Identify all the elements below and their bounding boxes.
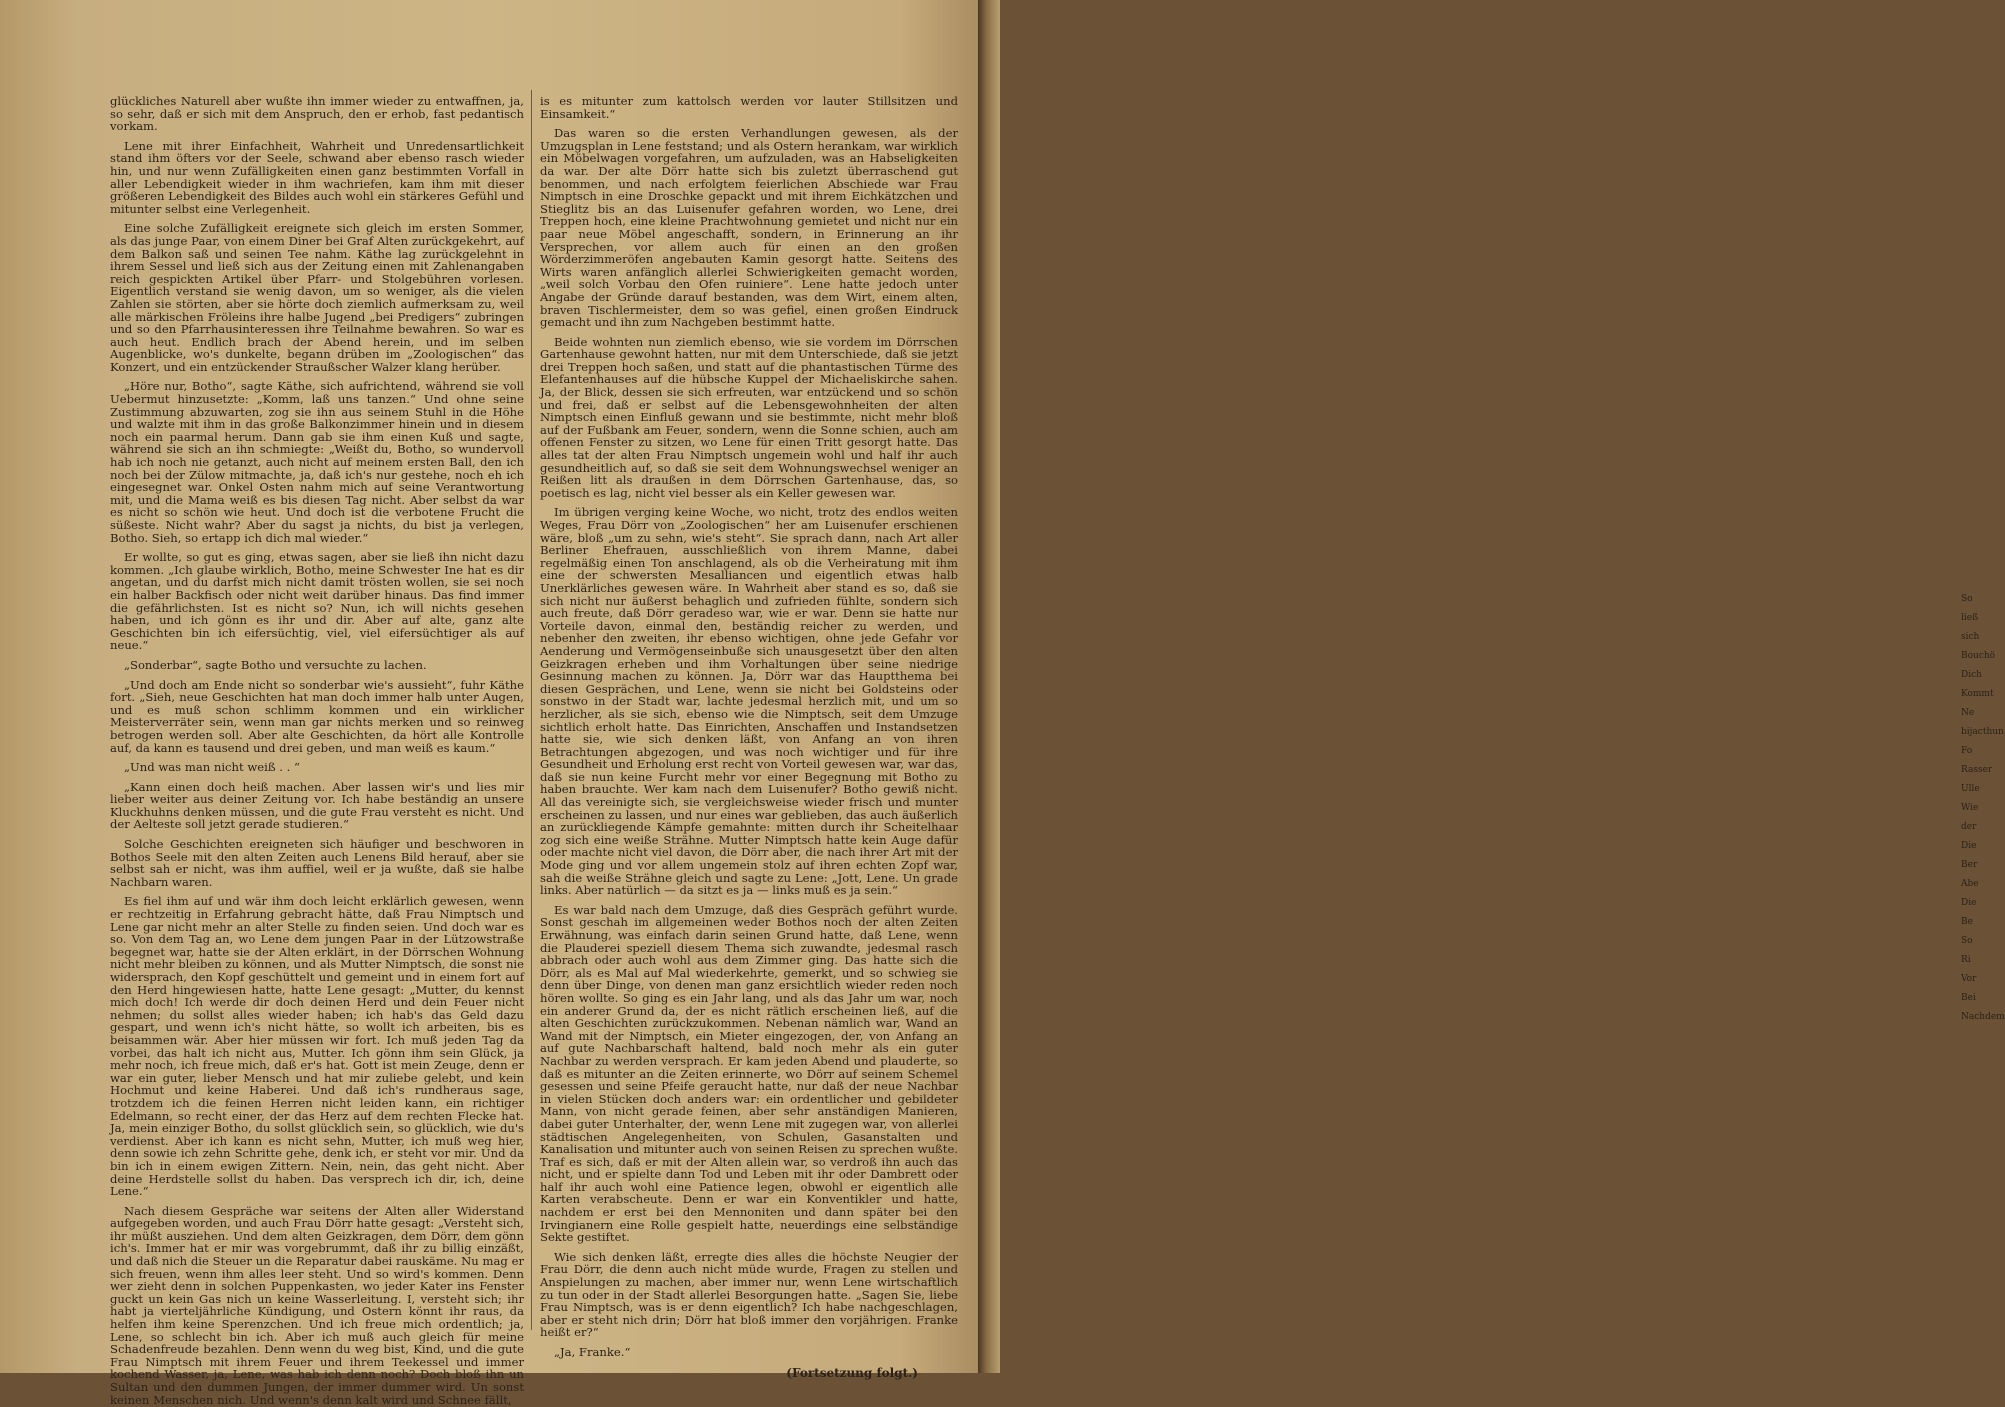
margin-fragment: Rasser [1961, 765, 1993, 775]
margin-fragment: Die [1961, 841, 1977, 851]
adjacent-page-edge [978, 0, 2005, 1373]
paragraph: Nach diesem Gespräche war seitens der Alten aller Widerstand aufgegeben worden, und auch Frau Dörr hatte gesagt: „Versteht sich, ihr müßt ausziehen. Und dem alten Geizkragen, dem Dörr, dem gönn ich's. Immer hat er mir was vorgebrummt, daß ihr zu billig einzäßt, und daß nich die Steuer un die Reparatur dabei rauskäme. Nu mag er sich freuen, wenn ihm alles leer steht. Und so wird's kommen. Denn wer zieht denn in solchen Puppenkasten, wo jeder Kater ins Fenster guckt un kein Gas nich un keine Wasserleitung. I, versteht sich; ihr habt ja vierteljährliche Kündigung, und Ostern könnt ihr raus, da helfen ihm keine Sperenzchen. Und ich freue mich ordentlich; ja, Lene, so schlecht bin ich. Aber ich muß auch gleich für meine Schadenfreude bezahlen. Denn wenn du weg bist, Kind, und die gute Frau Nimptsch mit ihrem Feuer und ihrem Teekessel und immer kochend Wasser, ja, Lene, was hab ich denn noch? Doch bloß ihn un Sultan und den dummen Jungen, der immer dummer wird. Un sonst keinen Menschen nich. Und wenn's denn kalt wird und Schnee fällt, [110, 1203, 524, 1407]
margin-fragment: Kommt [1961, 689, 1994, 699]
paragraph: „Höre nur, Botho“, sagte Käthe, sich aufrichtend, während sie voll Uebermut hinzusetzte: „Komm, laß uns tanzen.“ Und ohne seine Zustimmung abzuwarten, zog sie ihn aus seinem Stuhl in die Höhe und walzte mit ihm in das große Balkonzimmer hinein und in diesem noch ein paarmal herum. Dann gab sie ihm einen Kuß und sagte, während sie sich an ihn schmiegte: „Weißt du, Botho, so wundervoll hab ich noch nie getanzt, auch nicht auf meinem ersten Ball, den ich noch bei der Zülow mitmachte, ja, daß ich's nur gestehe, noch eh ich eingesegnet war. Onkel Osten nahm mich auf seine Verantwortung mit, und die Mama weiß es bis diesen Tag nicht. Aber selbst da war es nicht so schön wie heut. Und doch ist die verbotene Frucht die süßeste. Nicht wahr? Aber du sagst ja nichts, du bist ja verlegen, Botho. Sieh, so ertapp ich dich mal wieder.“ [110, 379, 524, 545]
margin-fragment: So [1961, 936, 1973, 946]
paragraph: Beide wohnten nun ziemlich ebenso, wie sie vordem im Dörrschen Gartenhause gewohnt hatten, nur mit dem Unterschiede, daß sie jetzt drei Treppen hoch saßen, und statt auf die phantastischen Türme des Elefantenhauses auf die hübsche Kuppel der Michaeliskirche sahen. Ja, der Blick, dessen sie sich erfreuten, war entzückend und so schön und frei, daß er selbst auf die Lebensgewohnheiten der alten Nimptsch einen Einfluß gewann und sie bestimmte, nicht mehr bloß auf der Fußbank am Feuer, sondern, wenn die Sonne schien, auch am offenen Fenster zu sitzen, wo Lene für einen Tritt gesorgt hatte. Das alles tat der alten Frau Nimptsch ungemein wohl und half ihr auch gesundheitlich auf, so daß sie seit dem Wohnungswechsel weniger an Reißen litt als draußen in dem Dörrschen Gartenhause, das, so poetisch es lag, nicht viel besser als ein Keller gewesen war. [540, 334, 958, 500]
margin-fragment: Wie der [1961, 803, 1979, 832]
left-text-column [110, 94, 524, 1407]
margin-fragment: Nachdem [1961, 1012, 2005, 1022]
margin-fragment: Dich [1961, 670, 1982, 680]
column-divider [531, 90, 532, 1330]
margin-fragment: ließ sich [1961, 613, 1980, 642]
paragraph: Es war bald nach dem Umzuge, daß dies Gespräch geführt wurde. Sonst geschah im allgemeinen weder Bothos noch der alten Zeiten Erwähnung, was einfach darin seinen Grund hatte, daß Lene, wenn die Plauderei speziell diesem Thema sich zuwandte, jedesmal rasch abbrach oder auch wohl aus dem Zimmer ging. Das hatte sich die Dörr, als es Mal auf Mal wiederkehrte, gemerkt, und so schwieg sie denn über Dinge, von denen man ganz ersichtlich wieder reden noch hören wollte. So ging es ein Jahr lang, und als das Jahr um war, noch ein anderer Grund da, der es nicht rätlich erscheinen ließ, auf die alten Geschichten zurückzukommen. Nebenan nämlich war, Wand an Wand mit der Nimptsch, ein Mieter eingezogen, der, von Anfang an auf gute Nachbarschaft haltend, bald noch mehr als ein guter Nachbar zu werden versprach. Er kam jeden Abend und plauderte, so daß es mitunter an die Zeiten erinnerte, wo Dörr auf seinem Schemel gesessen und seine Pfeife geraucht hatte, nur daß der neue Nachbar in vielen Stücken doch anders war: ein ordentlicher und gebildeter Mann, von nicht gerade feinen, aber sehr anständigen Manieren, dabei guter Unterhalter, der, wenn Lene mit zugegen war, von allerlei städtischen Angelegenheiten, von Schulen, Gasanstalten und Kanalisation und mitunter auch von seinen Reisen zu sprechen wußte. Traf es sich, daß er mit der Alten allein war, so verdroß ihn auch das nicht, und er spielte dann Tod und Leben mit ihr oder Dambrett oder half ihr auch wohl eine Patience legen, obwohl er eigentlich alle Karten verabscheute. Denn er war ein Konventikler und hatte, nachdem er erst bei den Mennoniten und dann später bei den Irvingianern eine Rolle gespielt hatte, neuerdings eine selbständige Sekte gestiftet. [540, 902, 958, 1245]
paragraph: Es fiel ihm auf und wär ihm doch leicht erklärlich gewesen, wenn er rechtzeitig in Erfahrung gebracht hätte, daß Frau Nimptsch und Lene gar nicht mehr an alter Stelle zu finden seien. Und doch war es so. Von dem Tag an, wo Lene dem jungen Paar in der Lützowstraße begegnet war, hatte sie der Alten erklärt, in der Dörrschen Wohnung nicht mehr bleiben zu können, und als Mutter Nimptsch, die sonst nie widersprach, den Kopf geschüttelt und gemeint und in einem fort auf den Herd hingewiesen hatte, hatte Lene gesagt: „Mutter, du kennst mich doch! Ich werde dir doch deinen Herd und dein Feuer nicht nehmen; du sollst alles wieder haben; ich hab's das Geld dazu gespart, und wenn ich's nicht hätte, so wollt ich arbeiten, bis es beisammen wär. Aber hier müssen wir fort. Ich muß jeden Tag da vorbei, das halt ich nicht aus, Mutter. Ich gönn ihm sein Glück, ja mehr noch, ich freue mich, daß er's hat. Gott ist mein Zeuge, denn er war ein guter, lieber Mensch und hat mir zuliebe gelebt, und kein Hochmut und keine Haberei. Und daß ich's rundheraus sage, trotzdem ich die feinen Herren nicht leiden kann, ein richtiger Edelmann, so recht einer, der das Herz auf dem rechten Flecke hat. Ja, mein einziger Botho, du sollst glücklich sein, so glücklich, wie du's verdienst. Aber ich kann es nicht sehn, Mutter, ich muß weg hier, denn sowie ich zehn Schritte gehe, denk ich, er steht vor mir. Und da bin ich in einem ewigen Zittern. Nein, nein, das geht nicht. Aber deine Herdstelle sollst du haben. Das versprech ich dir, ich, deine Lene.“ [110, 894, 524, 1199]
paragraph: „Sonderbar“, sagte Botho und versuchte zu lachen. [124, 657, 427, 672]
paragraph: is es mitunter zum kattolsch werden vor lauter Stillsitzen und Einsamkeit.“ [540, 94, 958, 121]
paragraph: Er wollte, so gut es ging, etwas sagen, aber sie ließ ihn nicht dazu kommen. „Ich glaube wirklich, Botho, meine Schwester Ine hat es dir angetan, und du darfst mich nicht damit trösten wollen, sie sei noch ein halber Backfisch oder nicht weit darüber hinaus. Das find immer die gefährlichsten. Ist es nicht so? Nun, ich will nichts gesehen haben, und ich gönn es ihr und dir. Aber auf alte, ganz alte Geschichten bin ich eifersüchtig, viel, viel eifersüchtiger als auf neue.“ [110, 550, 524, 653]
margin-fragment: Vor [1961, 974, 1977, 984]
margin-fragment: Abe [1961, 879, 1979, 889]
margin-fragment: Ulle [1961, 784, 1980, 794]
margin-fragment: Ri [1961, 955, 1971, 965]
margin-fragment: So [1961, 594, 1973, 604]
margin-fragment: Bouchö [1961, 651, 1996, 661]
margin-fragment: Ne [1961, 708, 1975, 718]
margin-fragment: Be [1961, 917, 1973, 927]
right-text-column [540, 94, 958, 1380]
margin-fragment: bijacthun [1961, 727, 2004, 737]
margin-fragment: Fo [1961, 746, 1973, 756]
paragraph: Eine solche Zufälligkeit ereignete sich gleich im ersten Sommer, als das junge Paar, von einem Diner bei Graf Alten zurückgekehrt, auf dem Balkon saß und seinen Tee nahm. Käthe lag zurückgelehnt in ihrem Sessel und ließ sich aus der Zeitung einen mit Zahlenangaben reich gespickten Artikel über Pfarr- und Stolgebühren vorlesen. Eigentlich verstand sie wenig davon, um so weniger, als die vielen Zahlen sie störten, aber sie hörte doch ziemlich aufmerksam zu, weil alle märkischen Fröleins ihre halbe Jugend „bei Predigers“ zubringen und so den Pfarrhausinteressen ihre Teilnahme bewahren. So war es auch heut. Endlich brach der Abend herein, und im selben Augenblicke, wo's dunkelte, begann drüben im „Zoologischen“ das Konzert, und ein entzückender Straußscher Walzer klang herüber. [110, 221, 524, 374]
paragraph: glückliches Naturell aber wußte ihn immer wieder zu entwaffnen, ja, so sehr, daß er sich mit dem Anspruch, den er erhob, fast pedantisch vorkam. [110, 94, 524, 134]
paragraph: Im übrigen verging keine Woche, wo nicht, trotz des endlos weiten Weges, Frau Dörr von „Zoologischen“ her am Luisenufer erschienen wäre, bloß „um zu sehn, wie's steht“. Sie sprach dann, nach Art aller Berliner Ehefrauen, ausschließlich von ihrem Manne, dabei regelmäßig einen Ton anschlagend, als ob die Verheiratung mit ihm eine der schwersten Mesalliancen und eigentlich etwas halb Unerklärliches gewesen wäre. In Wahrheit aber stand es so, daß sie sich nicht nur äußerst behaglich und zufrieden fühlte, sondern sich auch freute, daß Dörr geradeso war, wie er war. Denn sie hatte nur Vorteile davon, einmal den, beständig reicher zu werden, und nebenher den zweiten, ihr ebenso wichtigen, ohne jede Gefahr vor Aenderung und Vermögenseinbuße sich unausgesetzt über den alten Geizkragen erheben und ihm Vorhaltungen über seine niedrige Gesinnung machen zu können. Ja, Dörr war das Hauptthema bei diesen Gesprächen, und Lene, wenn sie nicht bei Goldsteins oder sonstwo in der Stadt war, lachte jedesmal herzlich mit, und um so herzlicher, als sie sich, ebenso wie die Nimptsch, seit dem Umzuge sichtlich erholt hatte. Das Einrichten, Anschaffen und Instandsetzen hatte sie, wie sich denken läßt, von Anfang an von ihren Betrachtungen abgezogen, und was noch wichtiger und für ihre Gesundheit und Erholung erst recht von Vorteil gewesen war, war das, daß sie nun keine Furcht mehr vor einer Begegnung mit Botho zu haben brauchte. Wer kam nach dem Luisenufer? Botho gewiß nicht. All das vereinigte sich, sie vergleichsweise wieder frisch und munter erscheinen zu lassen, und nur eines war geblieben, das auch äußerlich an zurückliegende Kämpfe gemahnte: mitten durch ihr Scheitelhaar zog sich eine weiße Strähne. Mutter Nimptsch hatte kein Auge dafür oder machte nicht viel davon, die Dörr aber, die nach ihrer Art mit der Mode ging und vor allem ungemein stolz auf ihren echten Zopf war, sah die weiße Strähne gleich und sagte zu Lene: „Jott, Lene. Un grade links. Aber natürlich — da sitzt es ja — links muß es ja sein.“ [540, 505, 958, 898]
paragraph: „Kann einen doch heiß machen. Aber lassen wir's und lies mir lieber weiter aus deiner Zeitung vor. Ich habe beständig an unsere Kluckhuhns denken müssen, und die gute Frau versteht es nicht. Und der Aelteste soll jetzt gerade studieren.“ [110, 779, 524, 832]
paragraph: „Und doch am Ende nicht so sonderbar wie's aussieht“, fuhr Käthe fort. „Sieh, neue Geschichten hat man doch immer halb unter Augen, und es muß schon schlimm kommen und ein wirklicher Meisterverräter sein, wenn man gar nichts merken und so reinweg betrogen werden soll. Aber alte Geschichten, da hört alle Kontrolle auf, da kann es tausend und drei geben, und man weiß es kaum.“ [110, 677, 524, 755]
paragraph: Lene mit ihrer Einfachheit, Wahrheit und Unredensartlichkeit stand ihm öfters vor der Seele, schwand aber ebenso rasch wieder hin, und nur wenn Zufälligkeiten einen ganz bestimmten Vorfall in aller Lebendigkeit wieder in ihm wachriefen, kam ihm mit dieser größeren Lebendigkeit des Bildes auch wohl ein stärkeres Gefühl und mitunter selbst eine Verlegenheit. [110, 138, 524, 216]
newspaper-page [0, 0, 978, 1407]
margin-fragment: Bei [1961, 993, 1976, 1003]
margin-fragment: Die [1961, 898, 1977, 908]
margin-fragment: Ber [1961, 860, 1978, 870]
paragraph: „Ja, Franke.“ [554, 1345, 631, 1359]
paragraph: Das waren so die ersten Verhandlungen gewesen, als der Umzugsplan in Lene feststand; und als Ostern herankam, war wirklich ein Möbelwagen vorgefahren, um aufzuladen, was an Habseligkeiten da war. Der alte Dörr hatte sich bis zuletzt überraschend gut benommen, und nach erfolgtem feierlichen Abschiede war Frau Nimptsch in eine Droschke gepackt und mit ihrem Eichkätzchen und Stieglitz bis an das Luisenufer gefahren worden, wo Lene, drei Treppen hoch, eine kleine Prachtwohnung gemietet und nicht nur ein paar neue Möbel angeschafft, sondern, in Erinnerung an ihr Versprechen, vor allem auch für einen an den großen Wörderzimmeröfen angebauten Kamin gesorgt hatte. Seitens des Wirts waren anfänglich allerlei Schwierigkeiten gemacht worden, „weil solch Vorbau den Ofen ruiniere“. Lene hatte jedoch unter Angabe der Gründe darauf bestanden, was dem Wirt, einem alten, braven Tischlermeister, dem so was gefiel, einen großen Eindruck gemacht und ihn zum Nachgeben bestimmt hatte. [540, 126, 958, 330]
paragraph: „Und was man nicht weiß . . “ [124, 760, 300, 775]
paragraph: Solche Geschichten ereigneten sich häufiger und beschworen in Bothos Seele mit den alten Zeiten auch Lenens Bild herauf, aber sie selbst sah er nicht, was ihm auffiel, weil er ja wußte, daß sie halbe Nachbarn waren. [110, 837, 524, 889]
paragraph: Wie sich denken läßt, erregte dies alles die höchste Neugier der Frau Dörr, die denn auch nicht müde wurde, Fragen zu stellen und Anspielungen zu machen, aber immer nur, wenn Lene wirtschaftlich zu tun oder in der Stadt allerlei Besorgungen hatte. „Sagen Sie, liebe Frau Nimptsch, was is er denn eigentlich? Ich habe nachgeschlagen, aber er steht nich drin; Dörr hat bloß immer den vorjährigen. Franke heißt er?“ [540, 1249, 958, 1340]
adjacent-page-fragments [1961, 590, 2005, 1027]
continuation-note: (Fortsetzung folgt.) [786, 1365, 918, 1380]
